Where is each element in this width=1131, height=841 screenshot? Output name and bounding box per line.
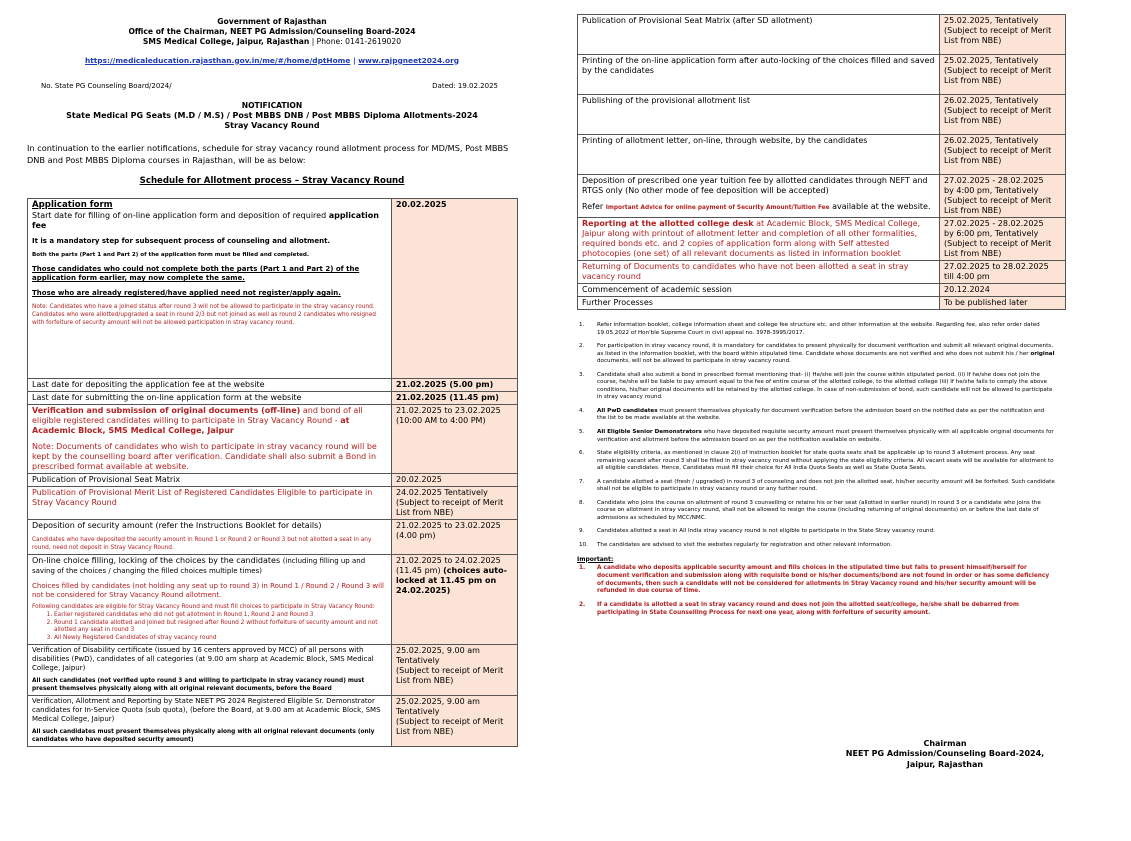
table-row: Verification, Allotment and Reporting by State NEET PG 2024 Registered Eligible Sr. Demonstrator candidates for In-Service Quota (sub quota), (before the Board, at 9.00 am at Academic Block, SMS Medical College, Jaipur) All such candidates must present themselves physically along with all original relevant documents (only candidates who have deposited security amount) 25.02.2025, 9.00 am Tentatively (Subject to receipt of Merit List from NBE): [28, 695, 518, 746]
office-line: Office of the Chairman, NEET PG Admission/Counseling Board-2024: [128, 26, 416, 36]
list-item: 2. Round 1 candidate allotted and joined but resigned after Round 2 without forfeiture of security amount and not allotted any seat in round 3: [54, 620, 387, 636]
govt-line: Government of Rajasthan: [217, 17, 327, 26]
table-row: Returning of Documents to candidates who have not been allotted a seat in stray vacancy round 27.02.2025 to 28.02.2025 till 4:00 pm: [578, 261, 1066, 284]
table-row: Publishing of the provisional allotment list 26.02.2025, Tentatively (Subject to receipt of Merit List from NBE): [578, 95, 1066, 135]
list-item: 5. All Eligible Senior Demonstrators who have deposited requisite security amount must present themselves physically with all applicable original documents for verification and allotment before the admission board on as per the notification available on website.: [579, 429, 1054, 443]
list-item: 2. If a candidate is allotted a seat in stray vacancy round and does not join the allotted seat/college, he/she shall be debarred from participating in State Counselling Process for next one year, along with forfeiture of security amount.: [579, 602, 1019, 616]
list-item: 1. A candidate who deposits applicable security amount and fills choices in the stipulated time but fails to present himself/herself for document verification and submission along with requisite bond or his/her documents/bond are not found in order or has some deficiency of documents, then such a candidate will not be considered for allotments in Stray Vacancy round and his/her security amount will be refunded in due course of time.: [579, 564, 1050, 595]
reference-number: No. State PG Counseling Board/2024/: [41, 81, 172, 90]
right-page: [577, 0, 1065, 624]
eligible-list: [54, 612, 387, 643]
table-row: Verification of Disability certificate (issued by 16 centers approved by MCC) of all persons with disabilities (PwD), candidates of all categories (at 9.00 am sharp at Academic Block, SMS Medical College, Jaipur) All such candidates (not verified upto round 3 and willing to participate in stray vacancy round) must present themselves physically along with all original relevant documents, before the Board 25.02.2025, 9.00 am Tentatively (Subject to receipt of Merit List from NBE): [28, 644, 518, 695]
table-row: Deposition of security amount (refer the Instructions Booklet for details) Candidates who have deposited the security amount in Round 1 or Round 2 or Round 3 but not allotted a seat in any round, need not deposit in Stray Vacancy Round. 21.02.2025 to 23.02.2025 (4.00 pm): [28, 519, 518, 554]
table-row: Publication of Provisional Seat Matrix (after SD allotment) 25.02.2025, Tentatively (Subject to receipt of Merit List from NBE): [578, 15, 1066, 55]
website-links: https://medicaleducation.rajasthan.gov.in/me/#/home/dptHome | www.rajpgneet2024.org: [84, 55, 460, 65]
letterhead: [27, 17, 517, 47]
table-row: Commencement of academic session 20.12.2024: [578, 284, 1066, 297]
list-item: 3. All Newly Registered Candidates of stray vacancy round: [54, 635, 387, 643]
table-row: Printing of the on-line application form after auto-locking of the choices filled and saved by the candidates 25.02.2025, Tentatively (Subject to receipt of Merit List from NBE): [578, 55, 1066, 95]
table-row: Publication of Provisional Seat Matrix 20.02.2025: [28, 473, 518, 486]
list-item: 1. Earlier registered candidates who did not get allotment in Round 1, Round 2 and Round 3: [54, 612, 387, 620]
important-heading: Important:: [577, 555, 614, 563]
notes-list: [577, 322, 1065, 618]
table-row: Reporting at the allotted college desk at Academic Block, SMS Medical College, Jaipur along with printout of allotment letter and completion of all other formalities, required bonds etc. and 2 copies of application form along with Self attested photocopies (one set) of all relevant documents as listed in information booklet 27.02.2025 - 28.02.2025 by 6:00 pm, Tentatively (Subject to receipt of Merit List from NBE): [578, 218, 1066, 261]
list-item: 8. Candidate who joins the course on allotment of round 3 counselling or retains his or her seat (allotted in earlier round) in round 3 or a candidate who joins the course on allotment in stray vacancy round, shall not be allowed to resign the course (including returning of original documents) on or before the last date of admissions as scheduled by MCC/NMC.: [579, 499, 1041, 521]
schedule-table-left: [27, 198, 518, 747]
list-item: 6. State eligibility criteria, as mentioned in clause 2(i) of instruction booklet for state quota seats shall be applicable up to round 3 allotment process. Any seat remaining vacant after round 3 shall be filled in stray vacancy round without applying the state eligibility criteria. All vacant seats will be available for allotment to all eligible candidates. Hence, Candidates must fill their choice for All India Quota Seats as well as State Quota Seats.: [579, 450, 1054, 472]
table-row: On-line choice filling, locking of the choices by the candidates (including filling up and saving of the choices / changing the filled choices multiple times) Choices filled by candidates (not holding any seat up to round 3) in Round 1 / Round 2 / Round 3 will not be considered for Stray Vacancy Round allotment. Following candidates are eligible for Stray Vacancy Round and must fill choices to participate in Stray Vacancy Round: 1. Earlier registered candidates who did not get allotment in Round 1, Round 2 and Round 3 2. Round 1 candidate allotted and joined but resigned after Round 2 without forfeiture of security amount and not allotted any seat in round 3 3. All Newly Registered Candidates of stray vacancy round 21.02.2025 to 24.02.2025 (11.45 pm) (choices auto-locked at 11.45 pm on 24.02.2025): [28, 554, 518, 644]
table-row: Publication of Provisional Merit List of Registered Candidates Eligible to participate in Stray Vacancy Round 24.02.2025 Tentatively (Subject to receipt of Merit List from NBE): [28, 486, 518, 519]
notification-heading: NOTIFICATION State Medical PG Seats (M.D / M.S) / Post MBBS DNB / Post MBBS Diploma Allotments-2024 Stray Vacancy Round: [66, 101, 478, 130]
left-page: [27, 0, 517, 747]
schedule-title: Schedule for Allotment process – Stray Vacancy Round: [139, 176, 405, 187]
list-item: 10. The candidates are advised to visit the websites regularly for registration and other relevant information.: [579, 542, 893, 549]
medical-education-link[interactable]: https://medicaleducation.rajasthan.gov.in/me/#/home/dptHome: [84, 55, 351, 65]
college-line: SMS Medical College, Jaipur, Rajasthan | Phone: 0141-2619020: [142, 36, 402, 46]
signature-block: Chairman NEET PG Admission/Counseling Board-2024, Jaipur, Rajasthan: [845, 739, 1045, 769]
table-row: Application form Start date for filling of on-line application form and deposition of required application fee It is a mandatory step for subsequent process of counseling and allotment. Both the parts (Part 1 and Part 2) of the application form must be filled and completed. Those candidates who could not complete both the parts (Part 1 and Part 2) of the application form earlier, may now complete the same. Those who are already registered/have applied need not register/apply again. Note: Candidates who have a joined status after round 3 will not be allowed to participate in the stray vacancy round. Candidates who were allotted/upgraded a seat in round 2/3 but not joined as well as round 2 candidates who resigned with forfeiture of security amount will not be allowed participation in stray vacancy round. 20.02.2025: [28, 198, 518, 378]
table-row: Deposition of prescribed one year tuition fee by allotted candidates through NEFT and RTGS only (No other mode of fee deposition will be accepted) Refer Important Advice for online payment of Security Amount/Tuition Fee available at the website. 27.02.2025 - 28.02.2025 by 4:00 pm, Tentatively (Subject to receipt of Merit List from NBE): [578, 175, 1066, 218]
table-row: Last date for submitting the on-line application form at the website 21.02.2025 (11.45 pm): [28, 391, 518, 404]
intro-paragraph: In continuation to the earlier notifications, schedule for stray vacancy round allotment process for MD/MS, Post MBBS DNB and Post MBBS Diploma courses in Rajasthan, will be as below:: [27, 142, 509, 165]
schedule-table-right: [577, 14, 1066, 310]
reference-line: [27, 82, 517, 91]
list-item: 2. For participation in stray vacancy round, it is mandatory for candidates to present physically for document verification and submit all relevant original documents, as listed in the information booklet, with the board within stipulated time. Candidate whose documents are not verified and who does not submit his / her original documents, will not be allowed to participate in stray vacancy round.: [579, 343, 1055, 365]
list-item: 1. Refer information booklet, college information sheet and college fee structure etc. and other information at the website. Regarding fee, also refer order dated 19.05.2022 of Hon'ble Supreme Court in civil appeal no. 3978-3995/2017.: [579, 322, 1040, 336]
table-row: Last date for depositing the application fee at the website 21.02.2025 (5.00 pm): [28, 378, 518, 391]
list-item: 7. A candidate allotted a seat (fresh / upgraded) in round 3 of counseling and does not join the allotted seat, his/her security amount will be forfeited. Such candidate shall not be eligible to participate in stray vacancy round or any further round.: [579, 478, 1055, 493]
list-item: 3. Candidate shall also submit a bond in prescribed format mentioning that- (i) He/she will join the course within stipulated period. (ii) If he/she does not join the course, he/she will be liable to pay amount equal to the fee of entire course of the allotted college, to the allotted college (iii) If he/she fails to comply the above conditions, his/her original documents will be retained by the allotted college. In case of non-submission of bond, such candidate will not be allowed to participate in stray vacancy round.: [579, 371, 1053, 401]
rajpgneet-link[interactable]: www.rajpgneet2024.org: [358, 55, 460, 65]
table-row: Verification and submission of original documents (off-line) and bond of all eligible registered candidates willing to participate in Stray Vacancy Round - at Academic Block, SMS Medical College, Jaipur Note: Documents of candidates who wish to participate in stray vacancy round will be kept by the counselling board after verification. Candidate shall also submit a Bond in prescribed format available at website. 21.02.2025 to 23.02.2025 (10:00 AM to 4:00 PM): [28, 404, 518, 473]
table-row: Printing of allotment letter, on-line, through website, by the candidates 26.02.2025, Tentatively (Subject to receipt of Merit List from NBE): [578, 135, 1066, 175]
dated: Dated: 19.02.2025: [432, 81, 498, 90]
list-item: 4. All PwD candidates must present themselves physically for document verification before the admission board on the notified date as per the notification and the list to be made available at the website.: [579, 407, 1045, 422]
table-row: Further Processes To be published later: [578, 297, 1066, 310]
list-item: 9. Candidates allotted a seat in All India stray vacancy round is not eligible to participate in the State Stray vacancy round.: [579, 528, 935, 535]
